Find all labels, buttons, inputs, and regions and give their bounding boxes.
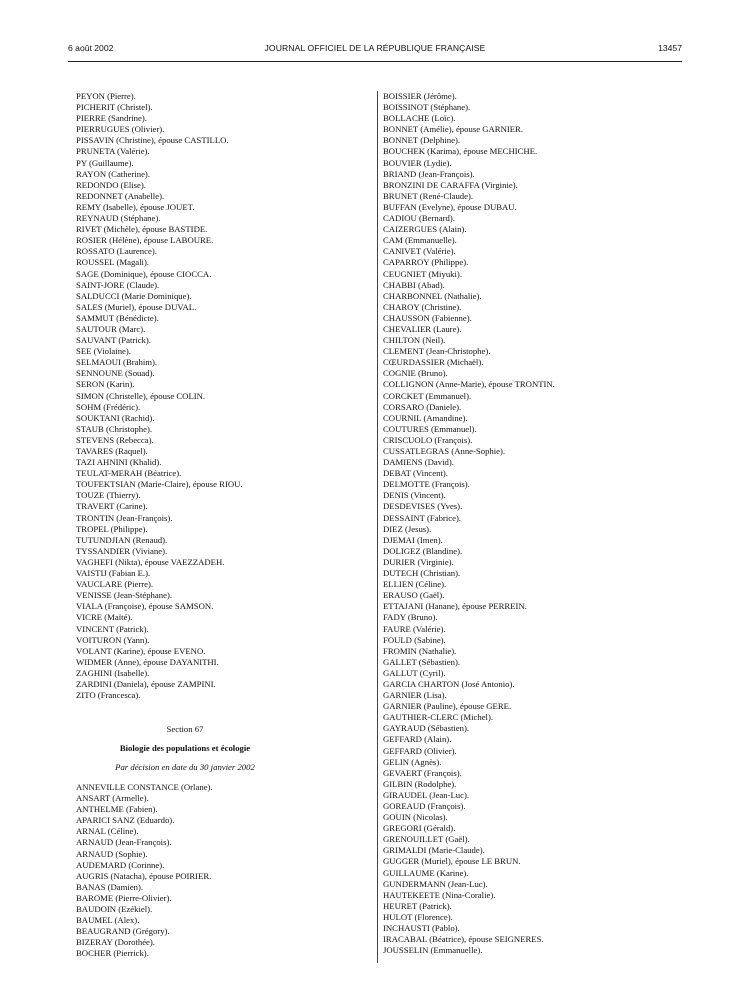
list-item: HEURET (Patrick). [383,900,452,911]
list-item: BONNET (Amélie), épouse GARNIER. [383,124,524,135]
list-item: DAMIENS (David). [383,457,454,468]
list-item: CRISCUOLO (François). [383,434,473,445]
list-item: BOUCHEK (Karima), épouse MECHICHE. [383,146,538,157]
list-item: ELLIEN (Céline). [383,579,447,590]
list-item: GARNIER (Lisa). [383,690,447,701]
section-67-list [76,782,371,960]
list-item: GUGGER (Muriel), épouse LE BRUN. [383,856,521,867]
list-item: COGNIE (Bruno). [383,368,448,379]
list-item: SERON (Karin). [76,379,135,390]
list-item: BRUNET (René-Claude). [383,190,474,201]
list-item: GALLET (Sébastien). [383,656,461,667]
list-item: DEBAT (Vincent). [383,468,448,479]
list-item: INCHAUSTI (Pablo). [383,923,460,934]
list-item: VOLANT (Karine), épouse EVENO. [76,645,206,656]
list-item: GOREAUD (François). [383,801,466,811]
list-item: DENIS (Vincent). [383,490,446,501]
list-item: GUNDERMANN (Jean-Luc). [383,878,488,889]
list-item: BAROME (Pierre-Olivier). [76,892,172,903]
list-item: WIDMER (Anne), épouse DAYANITHI. [76,656,219,667]
list-item: TOUFEKTSIAN (Marie-Claire), épouse RIOU. [76,479,243,490]
list-item: BEAUGRAND (Grégory). [76,926,170,937]
list-item: TUTUNDJIAN (Renaud). [76,534,168,545]
list-item: PIERRUGUES (Olivier). [76,124,165,135]
list-item: GOUIN (Nicolas). [383,812,448,823]
list-item: DESSAINT (Fabrice). [383,512,462,523]
list-item: SALES (Muriel), épouse DUVAL. [76,301,197,312]
list-item: PEYON (Pierre). [76,91,136,101]
list-item: PISSAVIN (Christine), épouse CASTILLO. [76,135,229,146]
list-item: SAMMUT (Bénédicte). [76,312,159,323]
list-item: BIZERAY (Dorothée). [76,937,155,948]
list-item: ROSSATO (Laurence). [76,246,157,257]
journal-title: JOURNAL OFFICIEL DE LA RÉPUBLIQUE FRANÇAISE [264,43,486,53]
left-column-list [76,91,371,701]
list-item: TRONTIN (Jean-François). [76,512,173,523]
list-item: SELMAOUI (Brahim). [76,357,158,368]
list-item: FAURE (Valérie). [383,623,446,634]
list-item: AUGRIS (Natacha), épouse POIRIER. [76,870,212,881]
list-item: BUFFAN (Evelyne), épouse DUBAU. [383,201,517,212]
list-item: REDONDO (Elise). [76,179,146,190]
list-item: DUTECH (Christian). [383,568,461,579]
list-item: CŒURDASSIER (Michaël). [383,357,484,368]
list-item: GILBIN (Rodolphe). [383,778,457,789]
list-item: SAUTOUR (Marc). [76,323,146,334]
list-item: ERAUSO (Gaël). [383,590,445,601]
list-item: REMY (Isabelle), épouse JOUET. [76,201,195,212]
list-item: ANTHELME (Fabien). [76,804,158,815]
list-item: SAINT-JORE (Claude). [76,279,160,290]
section-number: Section 67 [166,724,204,734]
list-item: CHEVALIER (Laure). [383,323,462,334]
header-rule [68,61,682,62]
list-item: BAUDOIN (Ezékiel). [76,904,153,915]
list-item: PY (Guillaume). [76,157,134,168]
list-item: RIVET (Michèle), épouse BASTIDE. [76,224,208,235]
list-item: SAGE (Dominique), épouse CIOCCA. [76,268,212,279]
list-item: TAVARES (Raquel). [76,446,148,456]
list-item: TAZI AHNINI (Khalid). [76,457,162,468]
list-item: DELMOTTE (François). [383,479,470,490]
list-item: VICRE (Maïté). [76,612,133,623]
list-item: CHABBI (Abad). [383,279,445,290]
list-item: BOISSIER (Jérôme). [383,91,457,101]
list-item: CAPARROY (Philippe). [383,257,469,268]
list-item: VENISSE (Jean-Stéphane). [76,590,173,601]
list-item: VAISTIJ (Fabian E.). [76,568,151,579]
list-item: BOCHER (Pierrick). [76,948,149,959]
list-item: FOULD (Sabine). [383,634,446,645]
list-item: FROMIN (Nathalie). [383,645,457,656]
list-item: CHARBONNEL (Nathalie). [383,290,482,301]
list-item: HAUTEKEETE (Nina-Coralie). [383,889,496,900]
list-item: CLEMENT (Jean-Christophe). [383,346,491,357]
list-item: DURIER (Virginie). [383,556,454,567]
list-item: COURNIL (Amandine). [383,412,468,423]
list-item: ZITO (Francesca). [76,690,141,701]
list-item: REDONNET (Anabelle). [76,190,165,201]
list-item: SAUVANT (Patrick). [76,335,151,346]
list-item: SIMON (Christelle), épouse COLIN. [76,390,206,401]
list-item: PRUNETA (Valérie). [76,146,150,157]
list-item: CADIOU (Bernard). [383,213,455,224]
list-item: TEULAT-MERAH (Béatrice). [76,468,182,479]
list-item: ANSART (Armelle). [76,793,149,804]
list-item: STAUB (Christophe). [76,423,153,434]
list-item: VOITURON (Yann). [76,634,150,645]
list-item: TRAVERT (Carine). [76,501,148,512]
list-item: COUTURES (Emmanuel). [383,423,477,434]
list-item: GUILLAUME (Karine). [383,867,469,878]
list-item: PIERRE (Sandrine). [76,113,147,124]
list-item: CAM (Emmanuelle). [383,235,457,246]
list-item: RAYON (Catherine). [76,168,150,179]
list-item: ANNEVILLE CONSTANCE (Orlane). [76,782,213,792]
list-item: DESDEVISES (Yves). [383,501,463,512]
list-item: SALDUCCI (Marie Dominique). [76,290,192,301]
list-item: HULOT (Florence). [383,911,453,922]
list-item: ARNAUD (Sophie). [76,848,148,859]
list-item: CAIZERGUES (Alain). [383,224,467,235]
list-item: JOUSSELIN (Emmanuelle). [383,945,483,956]
list-item: BONNET (Delphine). [383,135,461,146]
list-item: BRONZINI DE CARAFFA (Virginie). [383,179,518,190]
list-item: ZAGHINI (Isabelle). [76,667,150,678]
list-item: IRACABAL (Béatrice), épouse SEIGNERES. [383,934,544,945]
list-item: CHAUSSON (Fabienne). [383,312,472,323]
list-item: COLLIGNON (Anne-Marie), épouse TRONTIN. [383,379,555,390]
header-date: 6 août 2002 [68,43,114,53]
list-item: GAUTHIER-CLERC (Michel). [383,712,494,723]
list-item: BOLLACHE (Loïc). [383,113,456,124]
list-item: BAUMEL (Alex). [76,915,140,926]
list-item: GARCIA CHARTON (José Antonio). [383,678,515,689]
page-number: 13457 [658,43,682,53]
list-item: CEUGNIET (Miyuki). [383,268,462,279]
list-item: SOUKTANI (Rachid). [76,412,155,423]
list-item: FADY (Bruno). [383,612,438,623]
list-item: VINCENT (Patrick). [76,623,149,634]
list-item: TOUZE (Thierry). [76,490,141,501]
list-item: REYNAUD (Stéphane). [76,213,161,224]
list-item: PICHERIT (Christel). [76,102,153,113]
list-item: SEE (Violaine). [76,346,131,357]
list-item: GEVAERT (François). [383,767,462,778]
list-item: GAYRAUD (Sébastien). [383,723,470,734]
list-item: DIEZ (Jesus). [383,523,432,534]
list-item: STEVENS (Rebecca). [76,434,154,445]
list-item: GRIMALDI (Marie-Claude). [383,845,485,856]
list-item: CHAROY (Christine). [383,301,462,312]
list-item: BANAS (Damien). [76,881,144,892]
list-item: DOLIGEZ (Blandine). [383,545,463,556]
list-item: CHILTON (Neil). [383,335,446,346]
list-item: VIALA (Françoise), épouse SAMSON. [76,601,214,612]
list-item: VAUCLARE (Pierre). [76,579,154,590]
list-item: GALLUT (Cyril). [383,667,446,678]
list-item: CUSSATLEGRAS (Anne-Sophie). [383,446,506,456]
list-item: GRENOUILLET (Gaël). [383,834,470,845]
list-item: SOHM (Frédéric). [76,401,141,412]
list-item: GELIN (Agnès). [383,756,442,767]
list-item: BOISSINOT (Stéphane). [383,102,471,113]
list-item: CANIVET (Valérie). [383,246,456,257]
list-item: GEFFARD (Olivier). [383,745,457,756]
right-column-list [383,91,683,956]
list-item: TROPEL (Philippe). [76,523,148,534]
list-item: GARNIER (Pauline), épouse GERE. [383,701,512,712]
list-item: CORSARO (Daniele). [383,401,462,412]
list-item: AUDEMARD (Corinne). [76,859,165,870]
list-item: ROSIER (Hélène), épouse LABOURE. [76,235,214,246]
column-divider [377,91,378,963]
list-item: DJEMAI (Imen). [383,534,443,545]
list-item: ARNAL (Céline). [76,826,139,837]
list-item: ARNAUD (Jean-François). [76,837,172,848]
list-item: CORCKET (Emmanuel). [383,390,472,401]
list-item: TYSSANDIER (Viviane). [76,545,168,556]
list-item: SENNOUNE (Souad). [76,368,155,379]
list-item: GEFFARD (Alain). [383,734,452,745]
list-item: GIRAUDEL (Jean-Luc). [383,789,470,800]
list-item: BRIAND (Jean-François). [383,168,475,179]
list-item: BOUVIER (Lydie). [383,157,452,168]
decision-date-line: Par décision en date du 30 janvier 2002 [115,762,255,772]
page-header [68,43,682,57]
list-item: GREGORI (Gérald). [383,823,456,834]
list-item: ETTAJANI (Hanane), épouse PERREIN. [383,601,527,612]
list-item: ZARDINI (Daniela), épouse ZAMPINI. [76,678,216,689]
list-item: VAGHEFI (Nikta), épouse VAEZZADEH. [76,556,225,567]
list-item: ROUSSEL (Magali). [76,257,150,268]
list-item: APARICI SANZ (Eduardo). [76,815,175,826]
section-name: Biologie des populations et écologie [119,743,251,753]
